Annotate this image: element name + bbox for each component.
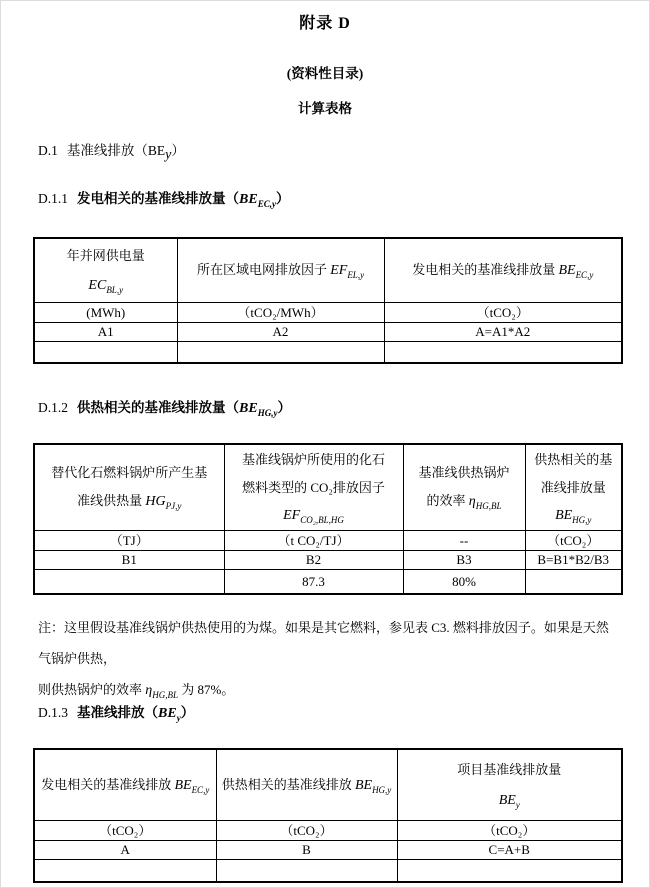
formula-be-ecy: $BE_{EC,y}$ (174, 778, 210, 795)
header-text: 发电相关的基准线排放 (41, 777, 175, 792)
paren-close: ） (180, 705, 195, 720)
formula-be-y: $BE_y$ (498, 793, 520, 810)
table-baseline-electricity (33, 237, 623, 364)
section-heading-d13 (38, 701, 194, 722)
empty-cell (397, 860, 622, 883)
empty-cell (34, 342, 177, 364)
section-title: 供热相关的基准线排放量 (77, 400, 226, 415)
formula-ec-bly: $EC_{BL,y}$ (88, 277, 124, 295)
unit-cell: （tCO₂） (525, 531, 622, 551)
header-cell-heat-baseline (216, 749, 397, 821)
table-baseline-total (33, 748, 623, 883)
formula-cell: B=B1*B2/B3 (525, 551, 622, 570)
table-header-row (34, 238, 622, 303)
table-note (38, 612, 618, 706)
paren-open: （ (134, 143, 148, 158)
formula-be-ecy: $BE_{EC,y}$ (558, 263, 594, 280)
section-heading-d12 (38, 396, 291, 417)
table-baseline-heat (33, 443, 623, 595)
header-text: 准线排放量 (540, 479, 606, 495)
formula-cell: A1 (34, 323, 177, 342)
formula-cell: A=A1*A2 (384, 323, 622, 342)
table-unit-row (34, 531, 622, 551)
header-cell-electricity-baseline (384, 238, 622, 303)
formula-ef-ely: $EF_{EL,y}$ (330, 263, 365, 280)
empty-cell (384, 342, 622, 364)
header-cell-electricity-baseline (34, 749, 216, 821)
formula-cell: B2 (224, 551, 403, 570)
header-text: 准线供热量 $HG_{PJ,y}$ (77, 493, 182, 511)
empty-cell (34, 570, 224, 595)
section-number: D.1.2 (38, 400, 68, 415)
header-text: 供热相关的基准线排放 (221, 777, 355, 792)
header-text: 发电相关的基准线排放量 (412, 262, 559, 277)
unit-cell: （t CO₂/TJ） (224, 531, 403, 551)
formula-cell: B (216, 841, 397, 860)
section-title: 基准线排放 (66, 143, 135, 158)
header-cell-heat-baseline (525, 444, 622, 531)
section-number: D.1 (38, 143, 58, 158)
header-text: 燃料类型的 CO₂排放因子 (242, 479, 385, 495)
section-title: 基准线排放 (77, 705, 145, 720)
table-unit-row (34, 303, 622, 323)
header-text: 的效率 $\eta_{HG,BL}$ (426, 493, 502, 511)
header-text: 基准线锅炉所使用的化石 (241, 451, 385, 467)
formula-eta-hgbl: $\eta_{HG,BL}$ (468, 494, 502, 511)
table-formula-row (34, 323, 622, 342)
header-cell-project-baseline (397, 749, 622, 821)
unit-cell: -- (403, 531, 525, 551)
formula-be-hgy: $BE_{HG,y}$ (354, 778, 392, 795)
page-title: 附录 D (299, 15, 351, 32)
paren-open: （ (225, 400, 239, 415)
value-cell: 87.3 (224, 570, 403, 595)
formula-ef-co2blhg: $EF_{CO_2,BL,HG}$ (283, 507, 344, 525)
formula-hg-pjy: $HG_{PJ,y}$ (145, 494, 182, 511)
formula-cell: A2 (177, 323, 384, 342)
header-text: 基准线供热锅炉 (418, 465, 510, 480)
unit-cell: （tCO₂） (397, 821, 622, 841)
formula-be-hgy: $BE_{HG,y}$ (555, 507, 592, 525)
section-title: 发电相关的基准线排放量 (77, 191, 226, 206)
header-text: 所在区域电网排放因子 (196, 262, 331, 277)
section-heading-d1 (38, 139, 185, 164)
empty-cell (177, 342, 384, 364)
table-unit-row (34, 821, 622, 841)
unit-cell: (MWh) (34, 303, 177, 323)
section-number: D.1.1 (38, 191, 68, 206)
paren-close: ） (275, 191, 290, 206)
formula-be-y: $BE_y$ (158, 706, 181, 723)
formula-cell: B1 (34, 551, 224, 570)
empty-cell (34, 860, 216, 883)
unit-cell: （tCO₂） (216, 821, 397, 841)
paren-open: （ (144, 705, 158, 720)
value-cell: 80% (403, 570, 525, 595)
header-cell-baseline-heat-supply (34, 444, 224, 531)
formula-cell: B3 (403, 551, 525, 570)
doc-subtitle: (资料性目录) (286, 66, 364, 81)
formula-be-ecy: $BE_{EC,y}$ (239, 192, 276, 209)
paren-open: （ (225, 191, 239, 206)
empty-cell (216, 860, 397, 883)
paren-close: ） (171, 143, 185, 158)
table-formula-row (34, 551, 622, 570)
header-text: 供热相关的基 (534, 451, 613, 467)
formula-cell: A (34, 841, 216, 860)
unit-cell: （tCO₂） (384, 303, 622, 323)
table-formula-row (34, 841, 622, 860)
table-empty-row (34, 342, 622, 364)
table-value-row (34, 570, 622, 595)
formula-eta-hgbl: $\eta_{HG,BL}$ (145, 683, 178, 700)
formula-be-y: $BE_y$ (147, 143, 172, 163)
note-line-1: 注：这里假设基准线锅炉供热使用的为煤。如果是其它燃料，参见表 C3. 燃料排放因子。如果是天然气锅炉供热， (38, 620, 609, 666)
header-cell-co2-emission-factor (224, 444, 403, 531)
unit-cell: （tCO₂/MWh） (177, 303, 384, 323)
header-text: 年并网供电量 (66, 247, 145, 263)
header-cell-boiler-efficiency (403, 444, 525, 531)
table-empty-row (34, 860, 622, 883)
empty-cell (525, 570, 622, 595)
doc-caption: 计算表格 (298, 101, 352, 116)
header-text: 项目基准线排放量 (457, 762, 562, 777)
section-heading-d11 (38, 187, 289, 208)
paren-close: ） (277, 400, 291, 415)
table-header-row (34, 749, 622, 821)
formula-cell: C=A+B (397, 841, 622, 860)
header-text: 替代化石燃料锅炉所产生基 (51, 465, 208, 480)
section-number: D.1.3 (38, 705, 68, 720)
formula-be-hgy: $BE_{HG,y}$ (239, 401, 278, 418)
table-header-row (34, 444, 622, 531)
header-cell-grid-electricity (34, 238, 177, 303)
unit-cell: （tCO₂） (34, 821, 216, 841)
unit-cell: （TJ） (34, 531, 224, 551)
note-line-2: 则供热锅炉的效率 $\eta_{HG,BL}$ 为 87%。 (38, 682, 235, 700)
header-cell-emission-factor (177, 238, 384, 303)
